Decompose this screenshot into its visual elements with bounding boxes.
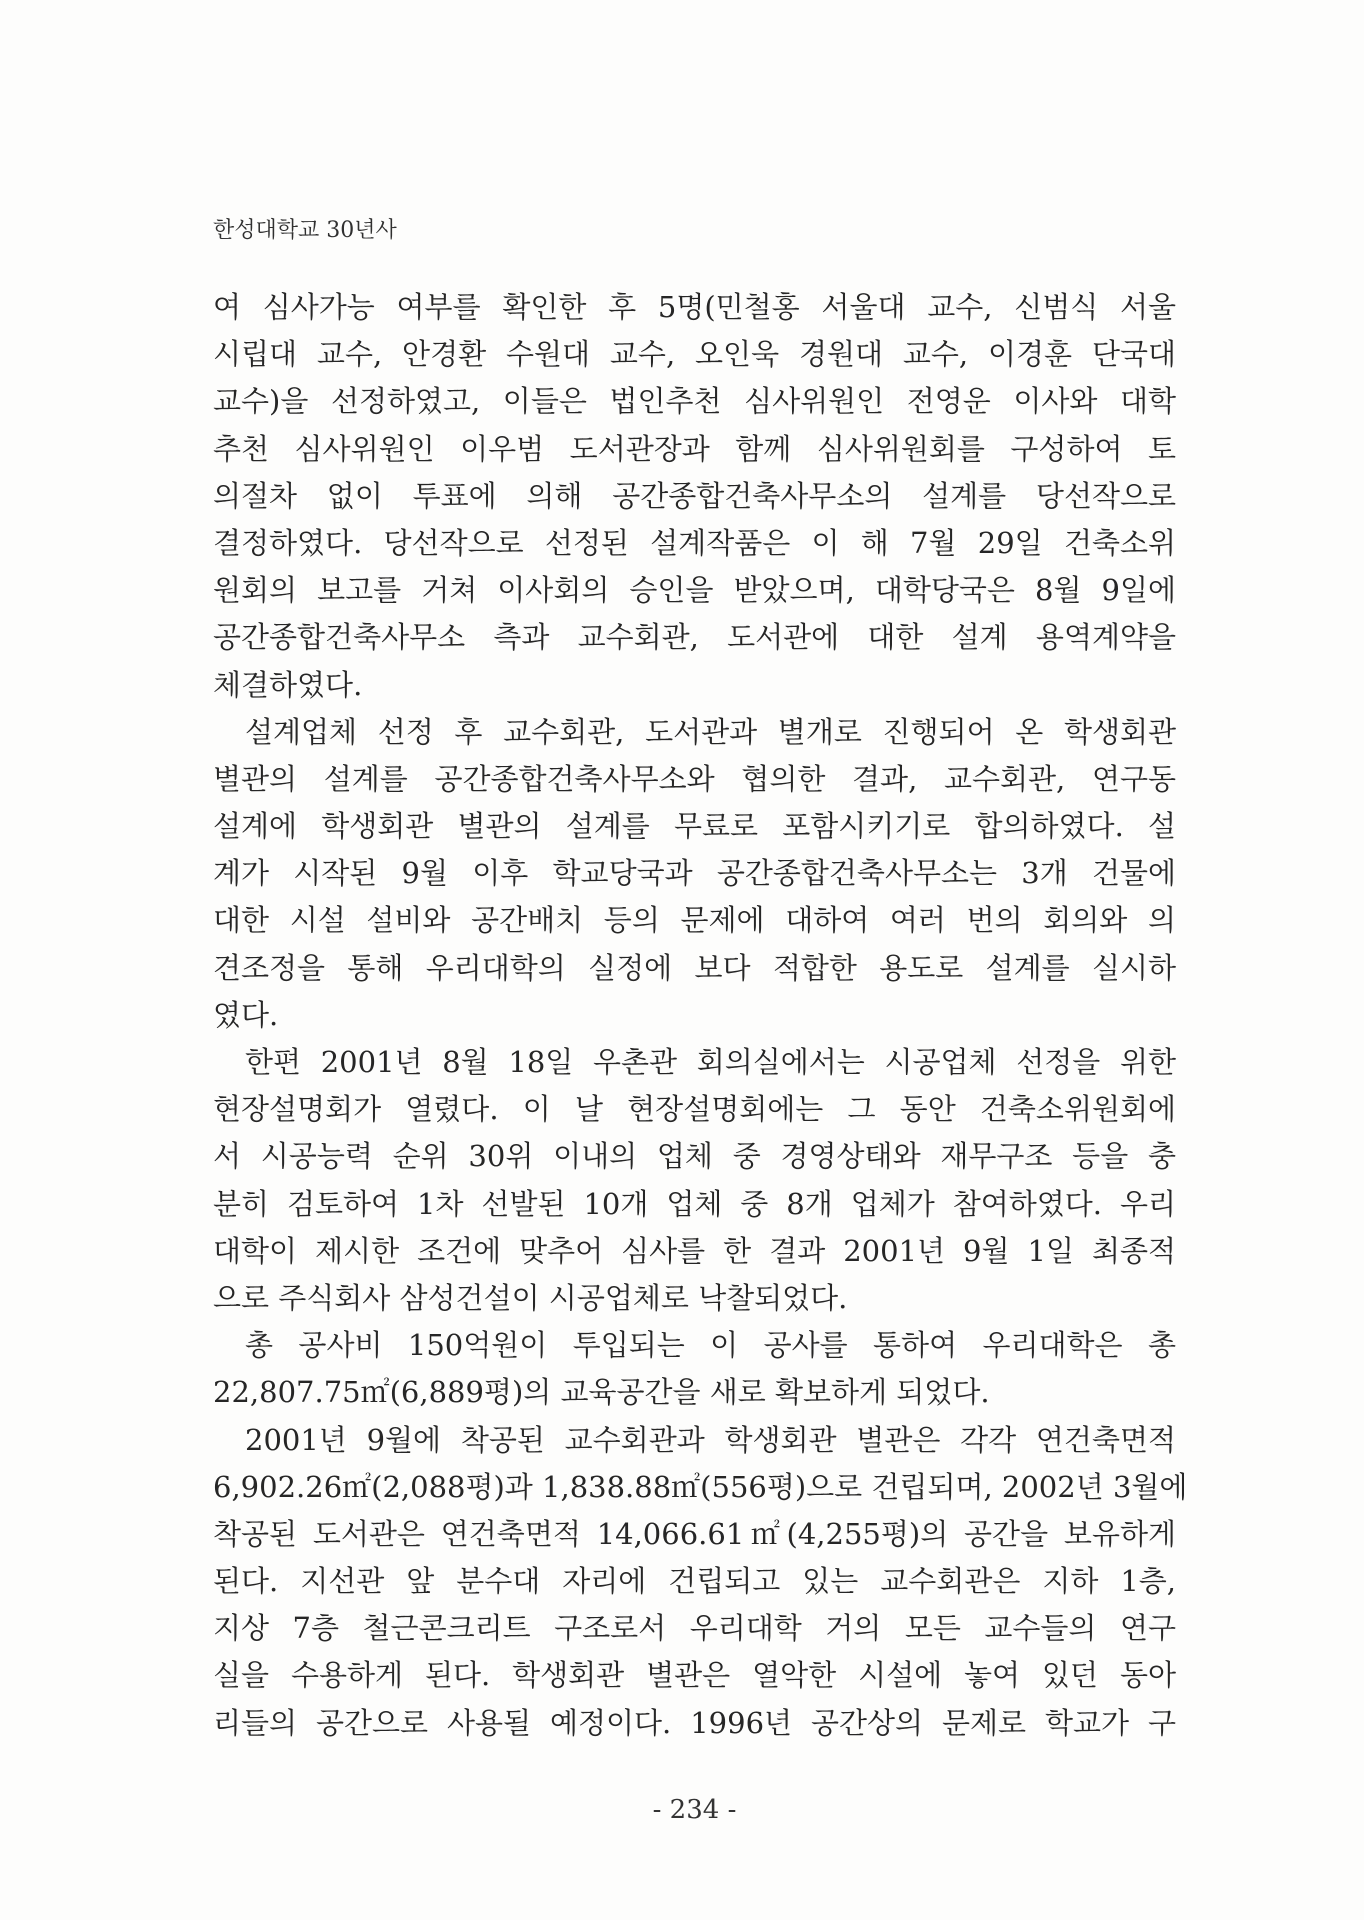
- text-line: 추천 심사위원인 이우범 도서관장과 함께 심사위원회를 구성하여 토: [213, 431, 1176, 466]
- text-line: 의절차 없이 투표에 의해 공간종합건축사무소의 설계를 당선작으로: [213, 478, 1176, 513]
- paragraph: [213, 284, 1176, 709]
- text-line: 착공된 도서관은 연건축면적 14,066.61㎡(4,255평)의 공간을 보유하게: [213, 1516, 1176, 1551]
- text-line: 대학이 제시한 조건에 맞추어 심사를 한 결과 2001년 9월 1일 최종적: [213, 1233, 1176, 1268]
- text-line: 분히 검토하여 1차 선발된 10개 업체 중 8개 업체가 참여하였다. 우리: [213, 1186, 1176, 1221]
- body-text: [213, 284, 1188, 1747]
- running-title: 한성대학교 30년사: [213, 218, 397, 243]
- paragraph: [213, 709, 1176, 1039]
- text-line: 2001년 9월에 착공된 교수회관과 학생회관 별관은 각각 연건축면적: [245, 1422, 1176, 1457]
- text-line: 였다.: [213, 997, 279, 1032]
- text-line: 지상 7층 철근콘크리트 구조로서 우리대학 거의 모든 교수들의 연구: [213, 1611, 1176, 1646]
- text-line: 설계업체 선정 후 교수회관, 도서관과 별개로 진행되어 온 학생회관: [245, 714, 1176, 749]
- text-line: 체결하였다.: [213, 667, 363, 702]
- text-line: 6,902.26㎡(2,088평)과 1,838.88㎡(556평)으로 건립되며, 2002년 3월에: [213, 1469, 1188, 1504]
- paragraph: [213, 1039, 1176, 1322]
- text-line: 공간종합건축사무소 측과 교수회관, 도서관에 대한 설계 용역계약을: [213, 620, 1176, 655]
- text-line: 현장설명회가 열렸다. 이 날 현장설명회에는 그 동안 건축소위원회에: [213, 1092, 1176, 1127]
- text-line: 여 심사가능 여부를 확인한 후 5명(민철홍 서울대 교수, 신범식 서울: [213, 290, 1176, 324]
- text-line: 시립대 교수, 안경환 수원대 교수, 오인욱 경원대 교수, 이경훈 단국대: [213, 337, 1176, 372]
- text-line: 별관의 설계를 공간종합건축사무소와 협의한 결과, 교수회관, 연구동: [213, 761, 1176, 796]
- text-line: 견조정을 통해 우리대학의 실정에 보다 적합한 용도로 설계를 실시하: [213, 950, 1176, 985]
- text-line: 계가 시작된 9월 이후 학교당국과 공간종합건축사무소는 3개 건물에: [213, 856, 1176, 891]
- text-line: 설계에 학생회관 별관의 설계를 무료로 포함시키기로 합의하였다. 설: [213, 809, 1176, 844]
- text-line: 리들의 공간으로 사용될 예정이다. 1996년 공간상의 문제로 학교가 구: [213, 1705, 1176, 1740]
- paragraph: [213, 1417, 1188, 1747]
- text-line: 대한 시설 설비와 공간배치 등의 문제에 대하여 여러 번의 회의와 의: [213, 903, 1176, 938]
- text-line: 실을 수용하게 된다. 학생회관 별관은 열악한 시설에 놓여 있던 동아: [213, 1658, 1176, 1693]
- text-line: 원회의 보고를 거쳐 이사회의 승인을 받았으며, 대학당국은 8월 9일에: [213, 573, 1176, 608]
- text-line: 22,807.75㎡(6,889평)의 교육공간을 새로 확보하게 되었다.: [213, 1375, 990, 1410]
- page-number: - 234 -: [652, 1795, 737, 1825]
- paragraph: [213, 1322, 1176, 1416]
- text-line: 으로 주식회사 삼성건설이 시공업체로 낙찰되었다.: [213, 1280, 848, 1315]
- text-line: 한편 2001년 8월 18일 우촌관 회의실에서는 시공업체 선정을 위한: [245, 1045, 1176, 1079]
- text-line: 교수)을 선정하였고, 이들은 법인추천 심사위원인 전영운 이사와 대학: [213, 384, 1176, 419]
- text-line: 서 시공능력 순위 30위 이내의 업체 중 경영상태와 재무구조 등을 충: [213, 1139, 1176, 1174]
- text-line: 된다. 지선관 앞 분수대 자리에 건립되고 있는 교수회관은 지하 1층,: [213, 1564, 1176, 1599]
- text-line: 결정하였다. 당선작으로 선정된 설계작품은 이 해 7월 29일 건축소위: [213, 525, 1176, 560]
- text-line: 총 공사비 150억원이 투입되는 이 공사를 통하여 우리대학은 총: [245, 1328, 1176, 1363]
